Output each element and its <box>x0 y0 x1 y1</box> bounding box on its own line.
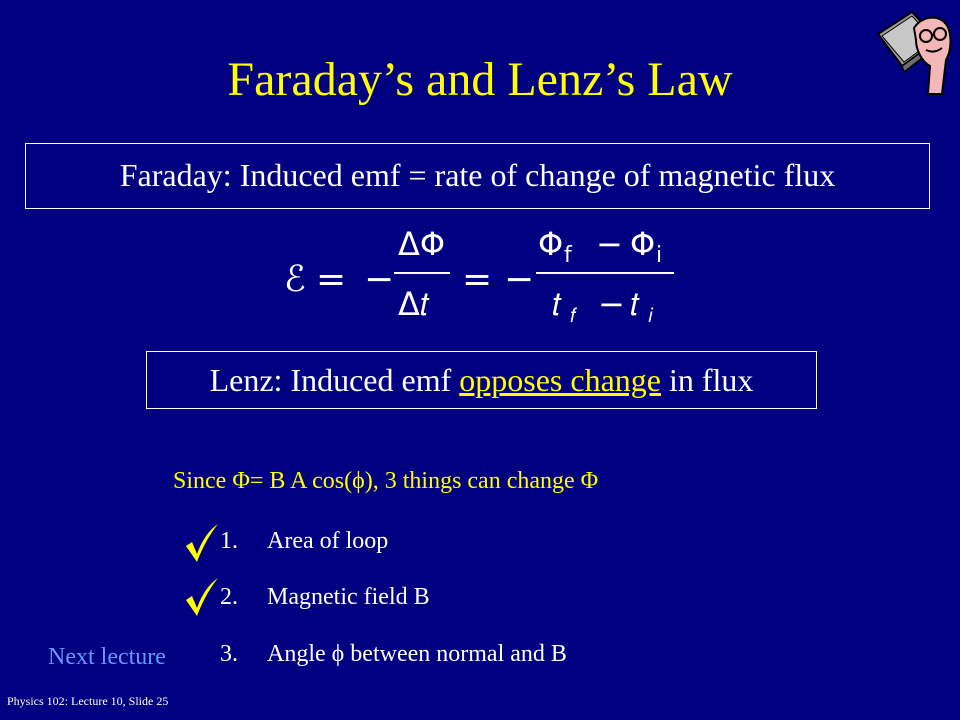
list-item <box>220 641 567 668</box>
minus-sign-2: − <box>504 259 535 300</box>
list-number: 3. <box>220 641 238 667</box>
faraday-label: Faraday: <box>119 157 232 193</box>
subscript-f: f <box>564 243 572 268</box>
fraction1-numerator: ΔΦ <box>398 225 446 263</box>
numerator-minus: − <box>596 225 623 263</box>
t-subscript-f: 𝑓 <box>570 303 577 327</box>
since-statement <box>173 468 598 495</box>
list-number: 1. <box>220 528 238 554</box>
faraday-law-box <box>25 143 930 209</box>
list-item <box>220 584 430 611</box>
check-mark-icon <box>182 576 220 618</box>
phi-symbol: Φ <box>580 468 599 494</box>
angle-phi-symbol: ϕ <box>331 641 345 667</box>
faraday-equation <box>280 218 700 336</box>
equals-sign-2: = <box>462 259 493 300</box>
list-text: Magnetic field B <box>267 584 430 610</box>
list-text: Area of loop <box>267 528 389 554</box>
minus-sign-1: − <box>364 259 395 300</box>
t-subscript-i: 𝑖 <box>648 303 654 327</box>
list-item <box>220 528 388 555</box>
equals-sign-1: = <box>316 259 347 300</box>
since-text-3: ), 3 things can change <box>364 468 581 494</box>
lenz-highlight: opposes change <box>459 362 661 398</box>
phi-initial: Φ <box>630 225 656 263</box>
teacher-hand-icon <box>872 6 956 98</box>
check-mark-icon <box>182 522 220 564</box>
list-text: Angle <box>267 641 332 667</box>
list-number: 2. <box>220 584 238 610</box>
slide-title: Faraday’s and Lenz’s Law <box>227 53 733 106</box>
emf-symbol: ℰ <box>284 259 306 300</box>
t-initial: 𝑡 <box>630 285 640 323</box>
denominator-minus: − <box>598 285 625 323</box>
phi-final: Φ <box>538 225 564 263</box>
lenz-prefix: Lenz: Induced emf <box>209 362 460 398</box>
since-text-2: = B A cos( <box>249 468 353 494</box>
angle-phi-symbol: ϕ <box>352 468 365 494</box>
t-final: 𝑡 <box>552 285 562 323</box>
lenz-law-box <box>146 351 817 409</box>
since-text-1: Since <box>173 468 233 494</box>
lenz-suffix: in flux <box>660 362 754 398</box>
next-lecture-label: Next lecture <box>48 644 166 670</box>
faraday-statement: Induced emf = rate of change of magnetic flux <box>239 157 836 193</box>
slide-footer: Physics 102: Lecture 10, Slide 25 <box>7 694 169 708</box>
phi-symbol: Φ <box>232 468 250 494</box>
subscript-i: i <box>656 243 663 268</box>
list-text: between normal and B <box>344 641 567 667</box>
fraction1-denominator: Δ𝑡 <box>398 285 430 323</box>
